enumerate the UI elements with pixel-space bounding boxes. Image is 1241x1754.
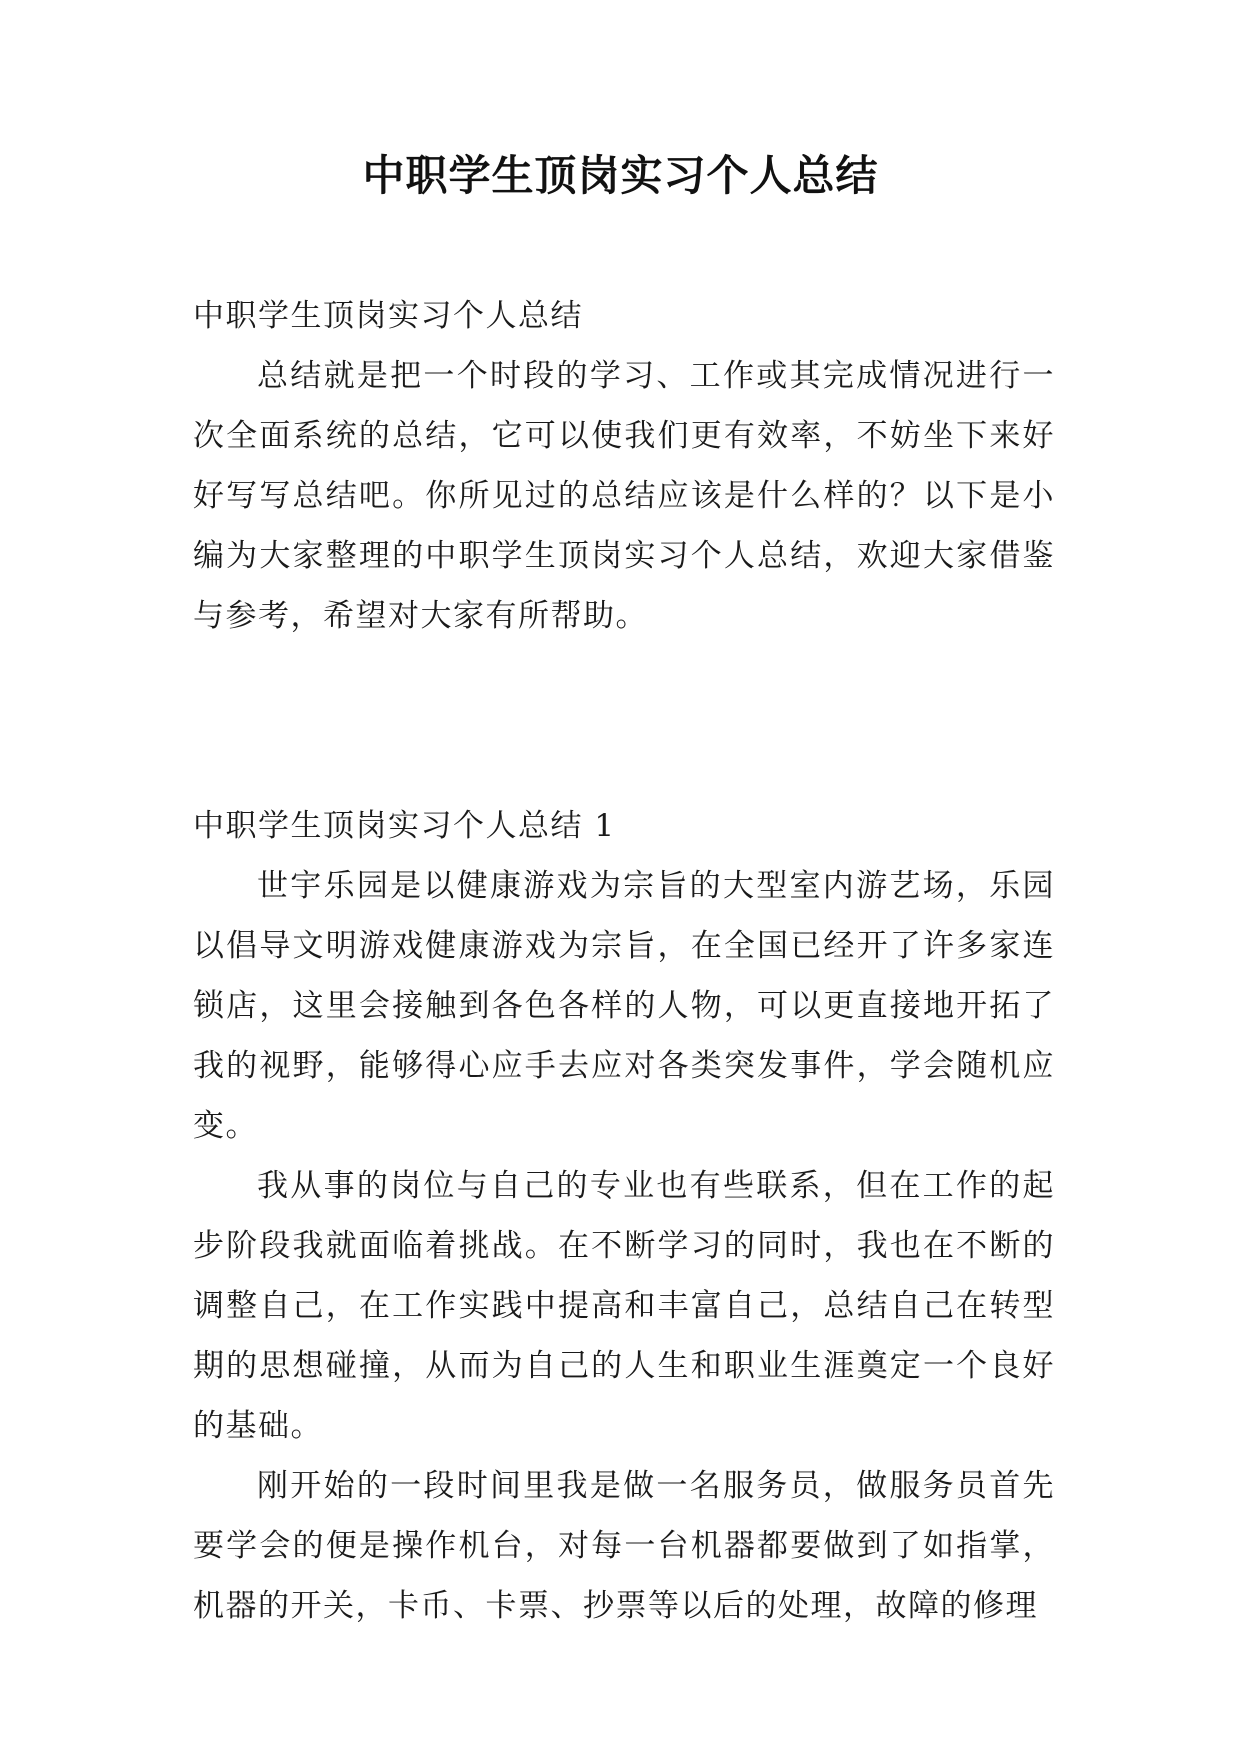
section-1-heading: 中职学生顶岗实习个人总结 1 xyxy=(193,808,616,844)
intro-heading: 中职学生顶岗实习个人总结 xyxy=(193,298,583,334)
section-1-paragraph-3: 刚开始的一段时间里我是做一名服务员，做服务员首先要学会的便是操作机台，对每一台机器都要做到了如指掌，机器的开关，卡币、卡票、抄票等以后的处理，故障的修理 xyxy=(193,1468,1055,1624)
document-title: 中职学生顶岗实习个人总结 xyxy=(362,151,879,200)
section-1-paragraph-2: 我从事的岗位与自己的专业也有些联系，但在工作的起步阶段我就面临着挑战。在不断学习的同时，我也在不断的调整自己，在工作实践中提高和丰富自己，总结自己在转型期的思想碰撞，从而为自己的人生和职业生涯奠定一个良好的基础。 xyxy=(193,1168,1055,1444)
section-spacer xyxy=(193,646,1055,796)
intro-paragraph: 总结就是把一个时段的学习、工作或其完成情况进行一次全面系统的总结，它可以使我们更有效率，不妨坐下来好好写写总结吧。你所见过的总结应该是什么样的？以下是小编为大家整理的中职学生顶岗实习个人总结，欢迎大家借鉴与参考，希望对大家有所帮助。 xyxy=(193,358,1055,634)
document-body xyxy=(193,286,1055,1636)
section-1-paragraph-1: 世宇乐园是以健康游戏为宗旨的大型室内游艺场，乐园以倡导文明游戏健康游戏为宗旨，在全国已经开了许多家连锁店，这里会接触到各色各样的人物，可以更直接地开拓了我的视野，能够得心应手去应对各类突发事件，学会随机应变。 xyxy=(193,868,1055,1144)
